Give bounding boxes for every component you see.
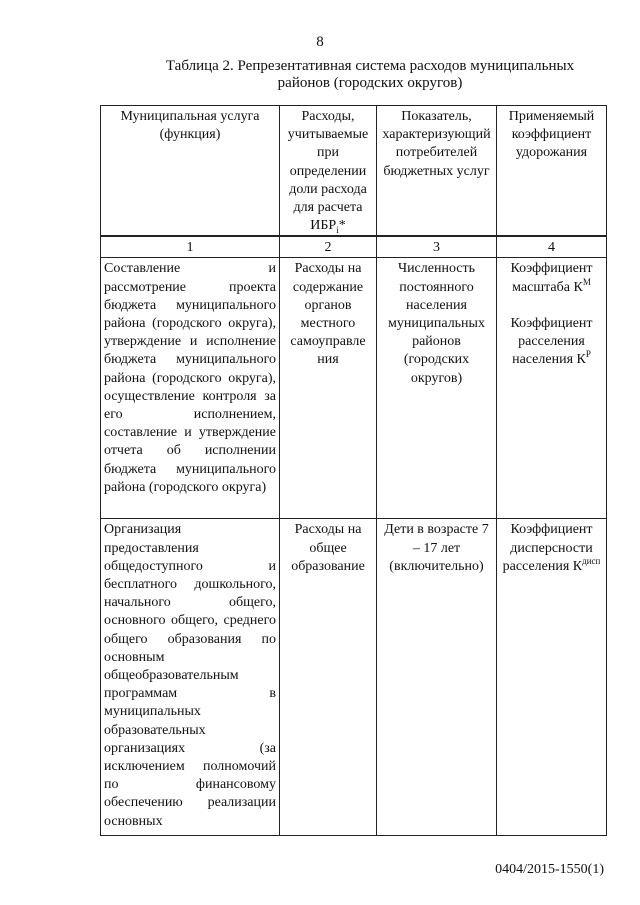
column-number-4: 4	[497, 236, 607, 258]
cell-coefficient	[497, 258, 607, 519]
column-number-1: 1	[101, 236, 280, 258]
document-code: 0404/2015-1550(1)	[495, 862, 604, 877]
cell-indicator: Дети в возрасте 7 – 17 лет (включительно)	[377, 519, 497, 836]
column-number-3: 3	[377, 236, 497, 258]
cell-service: Составление и рассмотрение проекта бюджета муниципального района (городского округа), утверждение и исполнение бюджета муниципального района (городского округа), осуществление контроля за его исполнением, составление и утверждение отчета об исполнении бюджета муниципального района (городского округа)	[101, 258, 280, 519]
coefficient-scale: Коэффициент масштаба $К^М$	[510, 261, 593, 295]
cell-coefficient	[497, 519, 607, 836]
cell-indicator: Численность постоянного населения муниципальных районов (городских округов)	[377, 258, 497, 519]
table-title-line-1: Таблица 2. Репрезентативная система расходов муниципальных	[165, 58, 575, 74]
coefficient-dispersion: Коэффициент дисперсности расселения $К^{дисп}$	[502, 522, 601, 574]
header-service: Муниципальная услуга (функция)	[101, 106, 280, 237]
page-number: 8	[316, 34, 324, 50]
column-number-2: 2	[280, 236, 377, 258]
header-expenses: Расходы, учитываемые при определении доли расхода для расчета $ИБР_i*$	[280, 106, 377, 237]
cell-expenses: Расходы на содержание органов местного самоуправле ния	[280, 258, 377, 519]
table-header-row	[101, 106, 607, 237]
cell-expenses: Расходы на общее образование	[280, 519, 377, 836]
table-title-line-2: районов (городских округов)	[277, 75, 463, 91]
coefficient-settlement: Коэффициент расселения населения $К^Р$	[510, 315, 593, 368]
expenses-table	[100, 105, 607, 836]
table-row	[101, 519, 607, 836]
table-row	[101, 258, 607, 519]
header-coefficient: Применяемый коэффициент удорожания	[497, 106, 607, 237]
table-title	[150, 58, 590, 92]
header-indicator: Показатель, характеризующий потребителей бюджетных услуг	[377, 106, 497, 237]
cell-service: Организация предоставления общедоступного и бесплатного дошкольного, начального общего, основного общего, среднего общего образования по основным общеобразовательным программам в муниципальных образовательных организациях (за исключением полномочий по финансовому обеспечению реализации основных	[101, 519, 280, 836]
column-number-row	[101, 236, 607, 258]
